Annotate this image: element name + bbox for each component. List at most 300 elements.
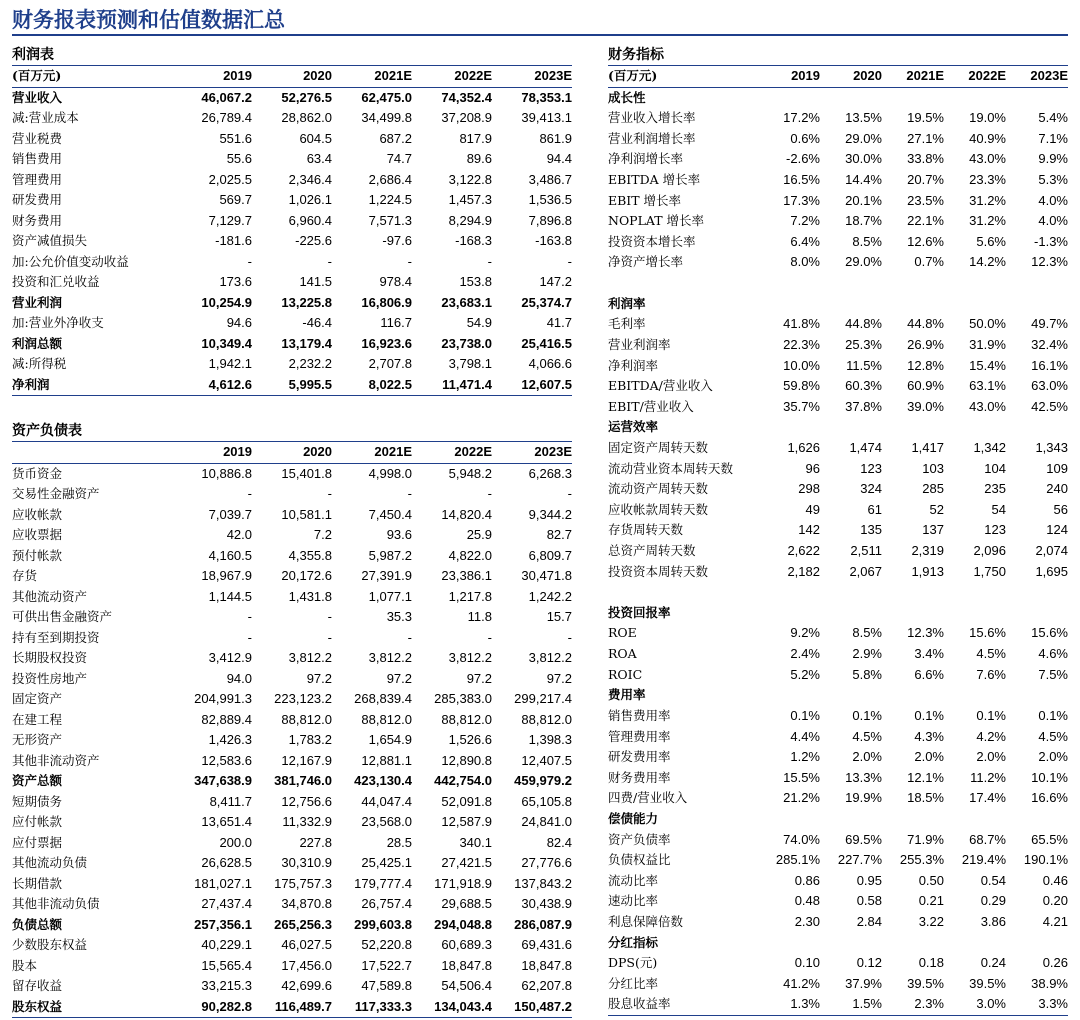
table-row (608, 727, 1068, 748)
cell-value: 1.3% (790, 996, 820, 1012)
cell-value: - (247, 486, 252, 501)
cell-value: 0.12 (856, 955, 882, 971)
cell-value: 65,105.8 (521, 793, 572, 809)
cell-value: 7,129.7 (208, 212, 252, 228)
cell-value: 240 (1046, 481, 1068, 497)
cell-value: 1,654.9 (368, 732, 412, 747)
cell-value: - (407, 253, 412, 269)
cell-value: 1,343 (1035, 439, 1068, 455)
cell-value: 0.29 (980, 893, 1006, 909)
cell-value: - (247, 629, 252, 645)
cell-value: 1,144.5 (208, 588, 252, 604)
cell-value: 0.1% (790, 707, 820, 723)
table-row (608, 644, 1068, 665)
cell-value: 12.3% (1031, 254, 1068, 270)
cell-value: 49 (805, 501, 820, 517)
cell-value: 123 (984, 522, 1006, 538)
cell-value: 6.4% (790, 233, 820, 249)
financial-ratios-table (608, 44, 1068, 1016)
cell-value: 69.5% (845, 831, 882, 847)
cell-value: 27,437.4 (201, 896, 252, 911)
cell-value: 13.5% (845, 110, 882, 126)
cell-value: 9.9% (1038, 151, 1068, 167)
table-row (608, 273, 1068, 294)
cell-value: -2.6% (786, 151, 820, 167)
cell-value: 687.2 (379, 130, 412, 146)
cell-value: 18,847.8 (441, 957, 492, 973)
cell-value: 18,847.8 (521, 957, 572, 973)
cell-value: 551.6 (219, 130, 252, 146)
cell-value: 7.5% (1038, 666, 1068, 682)
cell-value: 27.1% (907, 130, 944, 146)
cell-value: 44.8% (845, 316, 882, 332)
table-row (12, 464, 572, 485)
cell-value: 4,160.5 (208, 547, 252, 563)
cell-value: 181,027.1 (194, 875, 252, 891)
cell-value: 116.7 (380, 315, 412, 330)
row-label: 费用率 (608, 687, 646, 703)
cell-value: 43.0% (969, 398, 1006, 414)
table-row (12, 129, 572, 150)
cell-value: 56 (1053, 501, 1068, 517)
row-label: 净利润增长率 (608, 151, 684, 167)
cell-value: 13.3% (845, 769, 882, 785)
cell-value: 0.46 (1042, 872, 1068, 888)
row-label: 利润总额 (12, 335, 63, 351)
row-label: DPS(元) (608, 955, 658, 971)
row-label: 销售费用 (12, 151, 63, 166)
section-row (608, 88, 1068, 109)
cell-value: 12,756.6 (281, 793, 332, 809)
row-label: 投资性房地产 (12, 670, 88, 686)
cell-value: 43.0% (969, 151, 1006, 167)
cell-value: 20.7% (907, 172, 944, 188)
cell-value: 12,890.8 (441, 752, 492, 768)
table-row (608, 994, 1068, 1016)
cell-value: 6,960.4 (288, 212, 332, 228)
table-row (12, 231, 572, 252)
header-year: 2023E (534, 68, 572, 83)
cell-value: -163.8 (535, 233, 572, 248)
cell-value: 3,798.1 (448, 356, 492, 371)
cell-value: - (247, 253, 252, 269)
section-row (608, 417, 1068, 438)
header-year: 2019 (223, 444, 252, 459)
cell-value: 4.2% (976, 728, 1006, 744)
cell-value: 20,172.6 (281, 568, 332, 583)
cell-value: 3,122.8 (448, 171, 492, 187)
cell-value: 35.7% (783, 398, 820, 414)
row-label: 负债权益比 (608, 852, 671, 868)
cell-value: 324 (860, 481, 882, 497)
row-label: 固定资产 (12, 691, 63, 706)
cell-value: 124 (1046, 522, 1068, 538)
cell-value: 52 (929, 501, 944, 517)
table-row (12, 689, 572, 710)
cell-value: 20.1% (845, 192, 882, 208)
cell-value: 285.1% (775, 852, 820, 868)
section-row (608, 933, 1068, 954)
cell-value (944, 809, 1006, 830)
cell-value: 8.0% (790, 254, 820, 270)
cell-value: 15.6% (969, 625, 1006, 641)
cell-value (758, 273, 820, 294)
table-row (12, 792, 572, 813)
table-row (12, 874, 572, 895)
header-year: 2021E (374, 444, 412, 459)
cell-value: 1.2% (790, 749, 820, 765)
header-unit-label: (百万元) (12, 68, 62, 83)
cell-value: 2,686.4 (368, 171, 412, 187)
table-row (12, 108, 572, 129)
cell-value: 298 (798, 481, 820, 497)
cell-value: 42,699.6 (281, 978, 332, 993)
row-label: 短期债务 (12, 793, 63, 809)
cell-value: 17,456.0 (281, 957, 332, 973)
cell-value: 94.6 (226, 315, 252, 330)
row-label: 流动营业资本周转天数 (608, 460, 734, 476)
cell-value: 88,812.0 (441, 711, 492, 727)
cell-value: 5,987.2 (368, 547, 412, 563)
cell-value: 31.2% (969, 213, 1006, 229)
cell-value: 93.6 (386, 527, 412, 542)
cell-value (944, 88, 1006, 109)
cell-value (1006, 603, 1068, 624)
cell-value: 2.9% (852, 646, 882, 662)
header-year: 2022E (454, 68, 492, 83)
row-label: 应付票据 (12, 834, 63, 850)
table-row (12, 669, 572, 690)
cell-value: 4.5% (976, 646, 1006, 662)
cell-value: 12,583.6 (201, 752, 252, 768)
row-label: 投资和汇兑收益 (12, 274, 100, 289)
cell-value: 10.1% (1031, 769, 1068, 785)
table-row (12, 170, 572, 191)
cell-value (758, 417, 820, 438)
cell-value (1006, 294, 1068, 315)
cell-value (758, 582, 820, 603)
cell-value: 89.6 (466, 151, 492, 166)
cell-value: 29.0% (845, 254, 882, 270)
cell-value (820, 685, 882, 706)
row-label: 应收票据 (12, 527, 63, 542)
cell-value: 141.5 (299, 274, 332, 289)
cell-value: - (327, 486, 332, 501)
row-label: 存货 (12, 568, 38, 583)
cell-value: 23,386.1 (441, 568, 492, 583)
table-row (608, 541, 1068, 562)
cell-value: 10,254.9 (201, 294, 252, 310)
cell-value: 6,268.3 (528, 465, 572, 481)
cell-value: 10,886.8 (201, 465, 252, 481)
cell-value: 52,091.8 (441, 793, 492, 809)
cell-value (820, 417, 882, 438)
cell-value: 2,346.4 (288, 171, 332, 187)
cell-value: 5.3% (1038, 172, 1068, 188)
table-row (608, 974, 1068, 995)
cell-value: 137 (922, 522, 944, 538)
cell-value: 25,425.1 (361, 855, 412, 870)
cell-value (1006, 685, 1068, 706)
cell-value: 0.95 (856, 872, 882, 888)
cell-value: 2,025.5 (208, 171, 252, 187)
header-year: 2021E (374, 68, 412, 83)
cell-value (882, 685, 944, 706)
cell-value: 3,812.2 (368, 650, 412, 665)
cell-value (882, 603, 944, 624)
row-label: 股东权益 (12, 998, 63, 1014)
cell-value: 1,783.2 (288, 732, 332, 747)
cell-value: 3.4% (914, 646, 944, 662)
cell-value: 10.0% (783, 357, 820, 373)
cell-value: 96 (805, 460, 820, 476)
cell-value: 423,130.4 (354, 773, 412, 788)
cell-value: 117,333.3 (354, 998, 412, 1014)
row-label: 负债总额 (12, 916, 63, 932)
cell-value: 11,471.4 (442, 376, 492, 392)
cell-value: 16.1% (1031, 357, 1068, 373)
cell-value: 459,979.2 (514, 773, 572, 788)
cell-value: 46,067.2 (201, 89, 252, 105)
cell-value: 15.7 (546, 609, 572, 624)
cell-value: 14,820.4 (441, 506, 492, 522)
table-row (608, 768, 1068, 789)
cell-value: 1,217.8 (448, 588, 492, 604)
cell-value (944, 603, 1006, 624)
cell-value: 94.0 (226, 670, 252, 686)
cell-value: 2,182 (787, 563, 820, 579)
table-row (608, 706, 1068, 727)
cell-value: 268,839.4 (354, 691, 412, 706)
cell-value (944, 582, 1006, 603)
table-row (608, 953, 1068, 974)
row-label: 偿债能力 (608, 810, 659, 826)
cell-value: 62,207.8 (521, 978, 572, 993)
cell-value: 40,229.1 (201, 937, 252, 952)
cell-value (820, 933, 882, 954)
cell-value (820, 294, 882, 315)
income-header-row (12, 66, 572, 88)
cell-value: 60.9% (907, 378, 944, 394)
cell-value: 0.48 (794, 893, 820, 909)
table-row (12, 484, 572, 505)
cell-value: 15.6% (1031, 625, 1068, 641)
cell-value: 103 (922, 460, 944, 476)
row-label: 少数股东权益 (12, 937, 88, 952)
row-label: 毛利率 (608, 316, 646, 332)
row-label: 其他非流动资产 (12, 752, 100, 768)
table-row (608, 891, 1068, 912)
cell-value: 3.22 (918, 913, 944, 929)
cell-value: 0.1% (1038, 707, 1068, 723)
row-label: EBIT 增长率 (608, 192, 682, 208)
cell-value: 63.1% (969, 378, 1006, 394)
cell-value (820, 809, 882, 830)
section-row (608, 809, 1068, 830)
row-label: 营业利润增长率 (608, 130, 696, 146)
cell-value: 569.7 (219, 192, 252, 207)
cell-value: 4.0% (1038, 213, 1068, 229)
cell-value: 200.0 (219, 834, 252, 850)
cell-value: -168.3 (455, 233, 492, 248)
cell-value: 82.7 (546, 527, 572, 542)
cell-value: 8.5% (852, 625, 882, 641)
table-row (608, 479, 1068, 500)
cell-value: 235 (984, 481, 1006, 497)
table-row (608, 850, 1068, 871)
row-label (608, 582, 758, 603)
cell-value: 4.5% (852, 728, 882, 744)
cell-value: 23,683.1 (441, 294, 492, 310)
table-row (12, 334, 572, 355)
cell-value: 5.2% (790, 666, 820, 682)
table-row (12, 587, 572, 608)
row-label: 可供出售金融资产 (12, 609, 113, 624)
table-row (608, 191, 1068, 212)
row-label: 应收帐款 (12, 506, 63, 522)
row-label: 在建工程 (12, 711, 63, 727)
cell-value: 39.5% (907, 975, 944, 991)
cell-value: 7,039.7 (208, 506, 252, 522)
cell-value: 1,342 (973, 439, 1006, 455)
table-row (608, 665, 1068, 686)
cell-value: 150,487.2 (514, 998, 572, 1014)
cell-value: 227.7% (837, 852, 882, 868)
cell-value (944, 685, 1006, 706)
cell-value: 1,695 (1035, 563, 1068, 579)
cell-value: 1,913 (911, 563, 944, 579)
row-label: 利润率 (608, 295, 646, 311)
row-label: 其他流动负债 (12, 855, 88, 870)
cell-value: - (247, 609, 252, 624)
header-year: 2022E (968, 68, 1006, 83)
cell-value: 116,489.7 (274, 998, 332, 1014)
cell-value: 0.58 (856, 893, 882, 909)
cell-value: 5,948.2 (448, 465, 492, 481)
cell-value (758, 809, 820, 830)
cell-value: -46.4 (302, 315, 332, 330)
cell-value: - (567, 629, 572, 645)
cell-value: 1,457.3 (448, 192, 492, 207)
section-row (608, 685, 1068, 706)
cell-value: 97.2 (546, 670, 572, 686)
row-label: 其他非流动负债 (12, 896, 100, 911)
cell-value: 147.2 (539, 274, 572, 289)
cell-value: 82.4 (546, 834, 572, 850)
cell-value: 71.9% (907, 831, 944, 847)
cell-value: 7.1% (1038, 130, 1068, 146)
cell-value: 41.2% (783, 975, 820, 991)
row-label: 交易性金融资产 (12, 486, 100, 501)
header-year: 2023E (534, 444, 572, 459)
cell-value (758, 685, 820, 706)
cell-value: 31.9% (969, 336, 1006, 352)
cell-value: 7.6% (976, 666, 1006, 682)
cell-value: 26,757.4 (361, 896, 412, 911)
cell-value: 7.2% (790, 213, 820, 229)
cell-value: 12,587.9 (441, 814, 492, 829)
row-label: 减:营业成本 (12, 110, 79, 125)
row-label: 资产总额 (12, 773, 63, 788)
cell-value: 41.8% (783, 316, 820, 332)
cell-value: 2,232.2 (288, 356, 332, 371)
table-row (12, 894, 572, 915)
cell-value: 0.21 (918, 893, 944, 909)
cell-value (1006, 582, 1068, 603)
cell-value: 74.0% (783, 831, 820, 847)
cell-value: 19.0% (969, 110, 1006, 126)
header-year: 2023E (1030, 68, 1068, 83)
table-row (608, 108, 1068, 129)
table-row (12, 88, 572, 109)
table-row (12, 915, 572, 936)
table-row (608, 747, 1068, 768)
row-label: 运营效率 (608, 419, 659, 435)
cell-value (758, 294, 820, 315)
cell-value: - (327, 609, 332, 624)
cell-value: 347,638.9 (194, 773, 252, 788)
cell-value: 2.3% (914, 996, 944, 1012)
cell-value: 3,486.7 (528, 171, 572, 187)
cell-value: 265,256.3 (274, 916, 332, 932)
table-row (608, 830, 1068, 851)
cell-value: 0.86 (794, 872, 820, 888)
cell-value: 12,607.5 (521, 376, 572, 392)
cell-value: 18.7% (845, 213, 882, 229)
cell-value: 340.1 (459, 834, 492, 850)
table-row (12, 607, 572, 628)
cell-value: 8.5% (852, 233, 882, 249)
financial-ratios-title: 财务指标 (608, 44, 1068, 66)
cell-value: 39.5% (969, 975, 1006, 991)
cell-value: 25,374.7 (521, 294, 572, 310)
cell-value: 19.5% (907, 110, 944, 126)
cell-value: 179,777.4 (354, 875, 412, 891)
cell-value: 44,047.4 (361, 793, 412, 809)
cell-value: 1,536.5 (528, 192, 572, 207)
row-label: 成长性 (608, 89, 646, 105)
row-label: ROIC (608, 666, 643, 682)
cell-value: 63.0% (1031, 378, 1068, 394)
ratios-header-row (608, 66, 1068, 88)
cell-value: 12.8% (907, 357, 944, 373)
cell-value: 3.86 (980, 913, 1006, 929)
cell-value: 2,074 (1035, 543, 1068, 559)
table-row (12, 976, 572, 997)
cell-value: 15,401.8 (281, 465, 332, 481)
cell-value (1006, 933, 1068, 954)
section-row (608, 603, 1068, 624)
cell-value: 285,383.0 (434, 691, 492, 706)
cell-value: -97.6 (382, 233, 412, 248)
cell-value: 190.1% (1023, 852, 1068, 868)
cell-value: 3,812.2 (448, 650, 492, 665)
cell-value: 31.2% (969, 192, 1006, 208)
table-row (12, 149, 572, 170)
cell-value: 74.7 (386, 151, 412, 166)
cell-value: - (567, 253, 572, 269)
cell-value: 2.0% (852, 749, 882, 765)
cell-value: 30.0% (845, 151, 882, 167)
cell-value: 2.0% (1038, 749, 1068, 765)
table-row (608, 582, 1068, 603)
cell-value: 4.21 (1042, 913, 1068, 929)
table-row (608, 438, 1068, 459)
row-label: 存货周转天数 (608, 522, 684, 538)
table-row (12, 190, 572, 211)
cell-value: 2,096 (973, 543, 1006, 559)
row-label: 应收帐款周转天数 (608, 501, 709, 517)
